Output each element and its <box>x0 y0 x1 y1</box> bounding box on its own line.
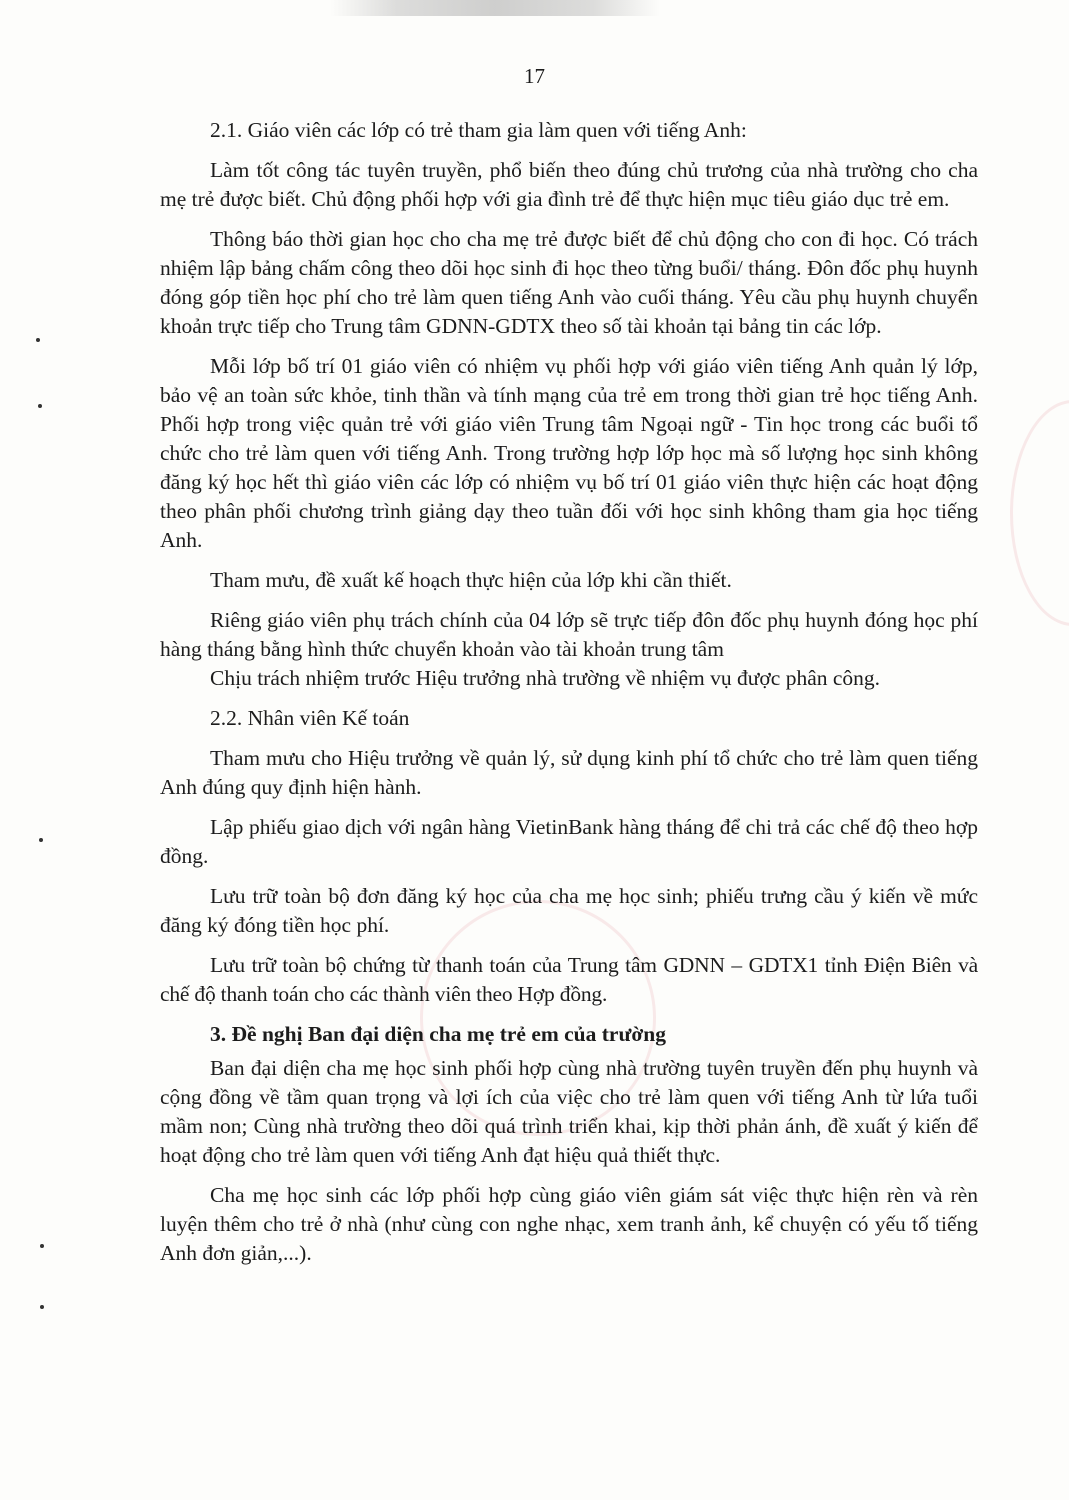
paragraph: Mỗi lớp bố trí 01 giáo viên có nhiệm vụ phối hợp với giáo viên tiếng Anh quản lý lớp, bảo vệ an toàn sức khỏe, tinh thần và tính mạng của trẻ em trong thời gian trẻ học tiếng Anh. Phối hợp trong việc quản trẻ với giáo viên Trung tâm Ngoại ngữ - Tin học trong các buổi tổ chức cho trẻ làm quen với tiếng Anh. Trong trường hợp lớp học mà số lượng học sinh không đăng ký học hết thì giáo viên các lớp có nhiệm vụ bố trí 01 giáo viên thực hiện các hoạt động theo phân phối chương trình giảng dạy theo tuần đối với học sinh không tham gia học tiếng Anh. <box>160 354 978 552</box>
paragraph: Tham mưu cho Hiệu trưởng về quản lý, sử dụng kinh phí tổ chức cho trẻ làm quen tiếng Anh đúng quy định hiện hành. <box>160 746 978 799</box>
section-heading-2-1: 2.1. Giáo viên các lớp có trẻ tham gia làm quen với tiếng Anh: <box>210 118 747 142</box>
paragraph: Chịu trách nhiệm trước Hiệu trưởng nhà trường về nhiệm vụ được phân công. <box>210 666 881 690</box>
paragraph: Riêng giáo viên phụ trách chính của 04 lớp sẽ trực tiếp đôn đốc phụ huynh đóng học phí hàng tháng bằng hình thức chuyển khoản vào tài khoản trung tâm <box>160 608 978 661</box>
paragraph: Tham mưu, đề xuất kế hoạch thực hiện của lớp khi cần thiết. <box>210 568 732 592</box>
margin-dot <box>40 1305 44 1309</box>
paragraph: Lập phiếu giao dịch với ngân hàng VietinBank hàng tháng để chi trả các chế độ theo hợp đồng. <box>160 815 978 868</box>
paragraph: Lưu trữ toàn bộ đơn đăng ký học của cha mẹ học sinh; phiếu trưng cầu ý kiến về mức đăng ký đóng tiền học phí. <box>160 884 978 937</box>
margin-dot <box>38 404 42 408</box>
margin-dot <box>39 838 43 842</box>
paragraph: Lưu trữ toàn bộ chứng từ thanh toán của Trung tâm GDNN – GDTX1 tỉnh Điện Biên và chế độ thanh toán cho các thành viên theo Hợp đồng. <box>160 953 978 1006</box>
section-heading-3: 3. Đề nghị Ban đại diện cha mẹ trẻ em của trường <box>210 1022 666 1046</box>
paragraph: Làm tốt công tác tuyên truyền, phổ biến theo đúng chủ trương của nhà trường cho cha mẹ trẻ được biết. Chủ động phối hợp với gia đình trẻ để thực hiện mục tiêu giáo dục trẻ em. <box>160 158 978 211</box>
paragraph: Ban đại diện cha mẹ học sinh phối hợp cùng nhà trường tuyên truyền đến phụ huynh và cộng đồng về tầm quan trọng và lợi ích của việc cho trẻ làm quen với tiếng Anh từ lứa tuổi mầm non; Cùng nhà trường theo dõi quá trình triển khai, kịp thời phản ánh, đề xuất ý kiến để hoạt động cho trẻ làm quen với tiếng Anh đạt hiệu quả thiết thực. <box>160 1056 978 1167</box>
section-heading-2-2: 2.2. Nhân viên Kế toán <box>210 706 410 730</box>
document-body <box>160 116 978 1279</box>
paragraph: Cha mẹ học sinh các lớp phối hợp cùng giáo viên giám sát việc thực hiện rèn và rèn luyện thêm cho trẻ ở nhà (như cùng con nghe nhạc, xem tranh ảnh, kể chuyện có yếu tố tiếng Anh đơn giản,...). <box>160 1183 978 1265</box>
stamp-ghost <box>1010 400 1069 626</box>
scan-artifact-top <box>330 0 660 16</box>
margin-dot <box>36 338 40 342</box>
paragraph: Thông báo thời gian học cho cha mẹ trẻ được biết để chủ động cho con đi học. Có trách nhiệm lập bảng chấm công theo dõi học sinh đi học theo từng buổi/ tháng. Đôn đốc phụ huynh đóng góp tiền học phí cho trẻ làm quen tiếng Anh vào cuối tháng. Yêu cầu phụ huynh chuyển khoản trực tiếp cho Trung tâm GDNN-GDTX theo số tài khoản tại bảng tin các lớp. <box>160 227 978 338</box>
page-number: 17 <box>524 64 545 88</box>
margin-dot <box>40 1244 44 1248</box>
